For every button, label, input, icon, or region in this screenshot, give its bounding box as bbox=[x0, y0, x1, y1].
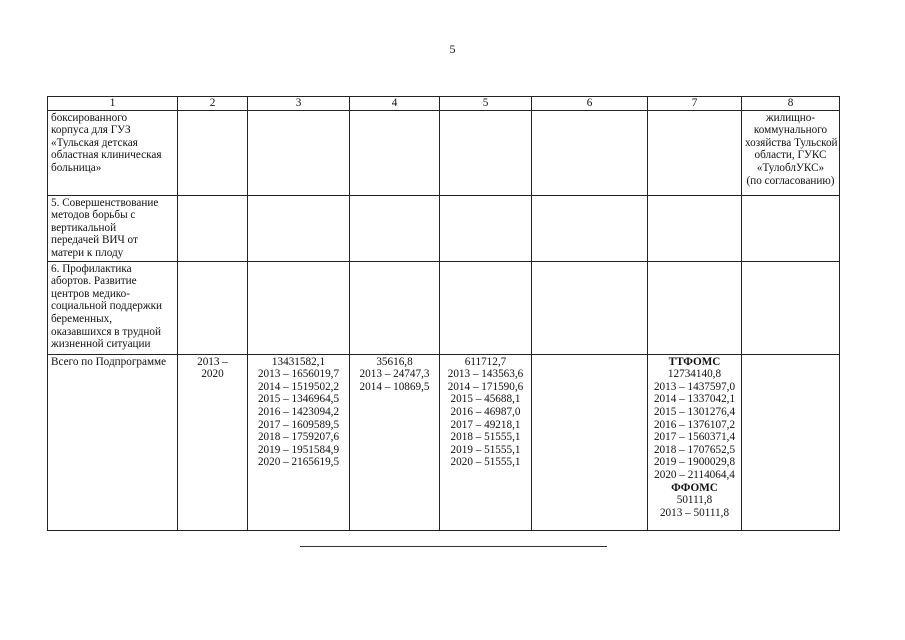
cell-text: «Тульская детская bbox=[51, 136, 138, 149]
cell-text: 2020 – 2165619,5 bbox=[257, 456, 340, 469]
cell-text: 2013 – 143563,6 bbox=[447, 368, 524, 381]
table-cell bbox=[178, 195, 248, 261]
cell-text: 2014 – 10869,5 bbox=[359, 380, 430, 393]
table-cell bbox=[742, 261, 840, 354]
cell-text: 2017 – 1609589,5 bbox=[257, 418, 340, 431]
table-cell bbox=[440, 195, 532, 261]
cell-text: 2014 – 1337042,1 bbox=[653, 393, 736, 406]
cell-text: хозяйства Тульской bbox=[745, 136, 838, 149]
cell-text: 2013 – bbox=[197, 355, 228, 368]
cell-text: центров медико- bbox=[51, 287, 130, 300]
table-row bbox=[48, 261, 840, 354]
cell-text: оказавшихся в трудной bbox=[51, 325, 161, 338]
cell-text: передачей ВИЧ от bbox=[51, 234, 138, 247]
cell-text: 2019 – 1951584,9 bbox=[257, 443, 340, 456]
cell-text: 2014 – 171590,6 bbox=[447, 380, 524, 393]
cell-text: Всего по Подпрограмме bbox=[51, 355, 167, 368]
table-cell bbox=[178, 110, 248, 195]
col-header: 8 bbox=[742, 97, 840, 111]
cell-text: корпуса для ГУЗ bbox=[51, 124, 131, 137]
table-cell bbox=[648, 261, 742, 354]
cell-text: 2020 bbox=[201, 368, 224, 381]
cell-text: 2018 – 1707652,5 bbox=[653, 443, 736, 456]
cell-text: коммунального bbox=[753, 124, 828, 137]
total-row bbox=[48, 354, 840, 530]
cell-text: жилищно- bbox=[765, 111, 816, 124]
regional-funds-cell bbox=[440, 354, 532, 530]
cell-text: 611712,7 bbox=[464, 355, 507, 368]
cell-text: боксированного bbox=[51, 111, 128, 124]
col-header: 3 bbox=[248, 97, 350, 111]
table-cell bbox=[350, 195, 440, 261]
col-header: 6 bbox=[532, 97, 648, 111]
cell-text: 2016 – 1423094,2 bbox=[257, 405, 340, 418]
cell-text: 2015 – 1346964,5 bbox=[257, 393, 340, 406]
cell-text: 2013 – 24747,3 bbox=[359, 368, 430, 381]
activity-cell bbox=[48, 195, 178, 261]
table-cell bbox=[532, 195, 648, 261]
cell-text: 2015 – 45688,1 bbox=[450, 393, 521, 406]
col-header: 7 bbox=[648, 97, 742, 111]
cell-text: больница» bbox=[51, 161, 102, 174]
cell-text: 2018 – 1759207,6 bbox=[257, 431, 340, 444]
cell-text: 2015 – 1301276,4 bbox=[653, 405, 736, 418]
table-cell bbox=[350, 261, 440, 354]
table-cell bbox=[532, 261, 648, 354]
cell-text: 2016 – 46987,0 bbox=[450, 405, 521, 418]
table-cell bbox=[742, 195, 840, 261]
table-cell bbox=[248, 195, 350, 261]
cell-text: 13431582,1 bbox=[271, 355, 326, 368]
col-header: 1 bbox=[48, 97, 178, 111]
cell-text: 2020 – 51555,1 bbox=[450, 456, 521, 469]
table-cell bbox=[248, 110, 350, 195]
table-cell bbox=[742, 354, 840, 530]
cell-text: 2017 – 49218,1 bbox=[450, 418, 521, 431]
cell-text: 2013 – 1656019,7 bbox=[257, 368, 340, 381]
cell-text: ФФОМС bbox=[671, 481, 718, 494]
cell-text: вертикальной bbox=[51, 221, 117, 234]
table-cell bbox=[532, 110, 648, 195]
cell-text: 6. Профилактика bbox=[51, 262, 132, 275]
cell-text: 5. Совершенствование bbox=[51, 196, 159, 209]
header-row bbox=[48, 97, 840, 111]
cell-text: абортов. Развитие bbox=[51, 275, 137, 288]
cell-text: (по согласованию) bbox=[746, 174, 835, 187]
activity-cell bbox=[48, 261, 178, 354]
col-header: 5 bbox=[440, 97, 532, 111]
cell-text: 2019 – 51555,1 bbox=[450, 443, 521, 456]
cell-text: социальной поддержки bbox=[51, 300, 163, 313]
cell-text: методов борьбы с bbox=[51, 209, 136, 222]
total-funds-cell bbox=[248, 354, 350, 530]
table-cell bbox=[248, 261, 350, 354]
col-header: 4 bbox=[350, 97, 440, 111]
cell-text: «ТулоблУКС» bbox=[756, 161, 825, 174]
executor-cell bbox=[742, 110, 840, 195]
federal-funds-cell bbox=[350, 354, 440, 530]
cell-text: 12734140,8 bbox=[667, 368, 722, 381]
cell-text: ТТФОМС bbox=[668, 355, 721, 368]
cell-text: 50111,8 bbox=[676, 494, 713, 507]
cell-text: 2014 – 1519502,2 bbox=[257, 380, 340, 393]
cell-text: жизненной ситуации bbox=[51, 338, 151, 351]
total-label-cell bbox=[48, 354, 178, 530]
table-row bbox=[48, 195, 840, 261]
cell-text: областная клиническая bbox=[51, 149, 162, 162]
program-table bbox=[47, 96, 840, 531]
other-funds-cell bbox=[648, 354, 742, 530]
col-header: 2 bbox=[178, 97, 248, 111]
table-cell bbox=[440, 261, 532, 354]
cell-text: 2013 – 50111,8 bbox=[659, 506, 730, 519]
table-cell bbox=[532, 354, 648, 530]
cell-text: 2017 – 1560371,4 bbox=[653, 431, 736, 444]
table-cell bbox=[648, 195, 742, 261]
cell-text: 35616,8 bbox=[376, 355, 413, 368]
cell-text: области, ГУКС bbox=[754, 149, 827, 162]
table-cell bbox=[178, 261, 248, 354]
cell-text: 2013 – 1437597,0 bbox=[653, 380, 736, 393]
cell-text: беременных, bbox=[51, 312, 112, 325]
period-cell bbox=[178, 354, 248, 530]
cell-text: 2020 – 2114064,4 bbox=[654, 468, 735, 481]
table-cell bbox=[648, 110, 742, 195]
activity-cell bbox=[48, 110, 178, 195]
cell-text: матери к плоду bbox=[51, 246, 124, 259]
page-number: 5 bbox=[449, 42, 456, 56]
cell-text: 2019 – 1900029,8 bbox=[653, 456, 736, 469]
cell-text: 2018 – 51555,1 bbox=[450, 431, 521, 444]
cell-text: 2016 – 1376107,2 bbox=[653, 418, 736, 431]
table-cell bbox=[440, 110, 532, 195]
table-row bbox=[48, 110, 840, 195]
bottom-divider bbox=[300, 546, 607, 547]
table-cell bbox=[350, 110, 440, 195]
